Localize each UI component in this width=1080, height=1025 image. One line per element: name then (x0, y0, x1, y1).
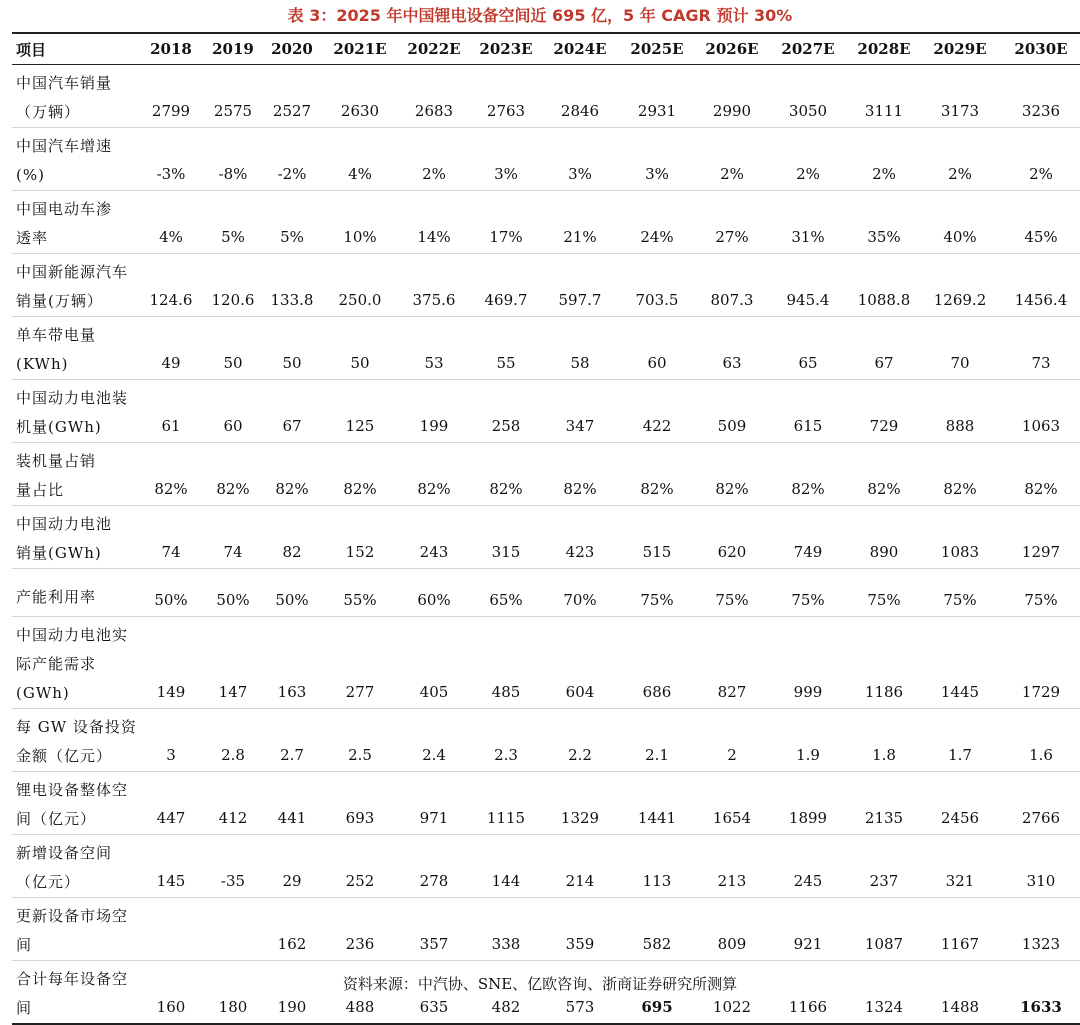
table-cell: 2% (920, 128, 1000, 191)
table-cell: 1488 (920, 961, 1000, 1025)
table-cell: 82% (542, 443, 618, 506)
table-cell: 749 (768, 506, 848, 569)
table-cell: 5% (204, 191, 262, 254)
table-cell: 74 (204, 506, 262, 569)
table-cell: 604 (542, 617, 618, 709)
table-cell: 729 (848, 380, 920, 443)
table-cell: 2% (696, 128, 768, 191)
table-cell: 82% (204, 443, 262, 506)
table-cell: 3% (542, 128, 618, 191)
table-cell: 686 (618, 617, 696, 709)
table-cell: 3111 (848, 65, 920, 128)
table-cell: 40% (920, 191, 1000, 254)
table-cell: 237 (848, 835, 920, 898)
table-cell: 82% (322, 443, 398, 506)
source-note: 资料来源：中汽协、SNE、亿欧咨询、浙商证券研究所测算 (342, 975, 738, 993)
table-cell: 60 (204, 380, 262, 443)
table-cell: 2% (398, 128, 470, 191)
table-cell: 252 (322, 835, 398, 898)
table-cell: 82% (138, 443, 204, 506)
table-cell: 120.6 (204, 254, 262, 317)
table-cell: 82% (470, 443, 542, 506)
table-cell: 125 (322, 380, 398, 443)
table-cell: 75% (920, 569, 1000, 617)
table-cell: 180 (204, 961, 262, 1025)
table-cell: 50% (262, 569, 322, 617)
table-cell: 67 (262, 380, 322, 443)
table-cell: 1899 (768, 772, 848, 835)
table-cell: 75% (768, 569, 848, 617)
table-cell: 3 (138, 709, 204, 772)
header-year: 2020 (262, 33, 322, 65)
row-label: 中国动力电池实 际产能需求 (GWh) (12, 617, 138, 709)
table-cell: 5% (262, 191, 322, 254)
table-cell (204, 898, 262, 961)
table-row (12, 254, 1080, 317)
table-cell: 14% (398, 191, 470, 254)
table-cell: 2% (848, 128, 920, 191)
table-cell: 1.7 (920, 709, 1000, 772)
header-year: 2030E (1000, 33, 1080, 65)
row-label: 中国动力电池装 机量(GWh) (12, 380, 138, 443)
table-cell: 243 (398, 506, 470, 569)
table-cell: 152 (322, 506, 398, 569)
table-cell: 3173 (920, 65, 1000, 128)
table-cell: 17% (470, 191, 542, 254)
table-cell: 573 (542, 961, 618, 1025)
table-cell: 75% (618, 569, 696, 617)
table-cell: 999 (768, 617, 848, 709)
row-label: 合计每年设备空 间 (12, 961, 138, 1025)
table-cell: 1083 (920, 506, 1000, 569)
table-cell: 693 (322, 772, 398, 835)
row-label: 产能利用率 (12, 569, 138, 617)
row-label: 每 GW 设备投资 金额（亿元） (12, 709, 138, 772)
table-cell: 2766 (1000, 772, 1080, 835)
table-cell: 21% (542, 191, 618, 254)
table-cell: 147 (204, 617, 262, 709)
table-cell: 2.7 (262, 709, 322, 772)
table-cell: 615 (768, 380, 848, 443)
table-cell: 163 (262, 617, 322, 709)
table-cell: 50 (204, 317, 262, 380)
table-cell: 412 (204, 772, 262, 835)
table-cell: 70% (542, 569, 618, 617)
table-cell: 1186 (848, 617, 920, 709)
table-cell: 60 (618, 317, 696, 380)
table-cell (138, 898, 204, 961)
table-cell: 357 (398, 898, 470, 961)
table-cell: 2683 (398, 65, 470, 128)
table-row (12, 709, 1080, 772)
table-cell: -3% (138, 128, 204, 191)
table-cell: 1.8 (848, 709, 920, 772)
table-row (12, 380, 1080, 443)
table-cell: 1063 (1000, 380, 1080, 443)
row-label: 中国汽车增速 (%) (12, 128, 138, 191)
table-cell: 359 (542, 898, 618, 961)
table-cell: 245 (768, 835, 848, 898)
table-cell: 258 (470, 380, 542, 443)
table-cell: 1297 (1000, 506, 1080, 569)
table-cell: 82% (848, 443, 920, 506)
table-cell: 82% (696, 443, 768, 506)
table-cell: 375.6 (398, 254, 470, 317)
table-cell: 1329 (542, 772, 618, 835)
row-label: 中国新能源汽车 销量(万辆） (12, 254, 138, 317)
table-cell: 1167 (920, 898, 1000, 961)
table-cell: 63 (696, 317, 768, 380)
table-cell: 213 (696, 835, 768, 898)
table-cell: 58 (542, 317, 618, 380)
table-cell: 2763 (470, 65, 542, 128)
table-cell: 2630 (322, 65, 398, 128)
table-cell: 60% (398, 569, 470, 617)
table-cell: 405 (398, 617, 470, 709)
table-row (12, 898, 1080, 961)
table-cell: 2.8 (204, 709, 262, 772)
header-year: 2027E (768, 33, 848, 65)
table-cell: 1324 (848, 961, 920, 1025)
row-label: 更新设备市场空 间 (12, 898, 138, 961)
table-cell: 24% (618, 191, 696, 254)
table-cell: 149 (138, 617, 204, 709)
table-cell: 2135 (848, 772, 920, 835)
table-cell: 82% (262, 443, 322, 506)
table-cell: 49 (138, 317, 204, 380)
table-cell: 2% (768, 128, 848, 191)
table-cell: 509 (696, 380, 768, 443)
table-cell: 113 (618, 835, 696, 898)
table-cell: 236 (322, 898, 398, 961)
table-cell: 31% (768, 191, 848, 254)
header-year: 2022E (398, 33, 470, 65)
table-cell: 55% (322, 569, 398, 617)
header-row (12, 33, 1080, 65)
table-row (12, 128, 1080, 191)
table-cell: 145 (138, 835, 204, 898)
table-row (12, 772, 1080, 835)
table-cell: 50 (322, 317, 398, 380)
table-cell: 469.7 (470, 254, 542, 317)
table-cell: 2 (696, 709, 768, 772)
row-label: 中国汽车销量 （万辆） (12, 65, 138, 128)
table-cell: 82% (398, 443, 470, 506)
table-cell: 582 (618, 898, 696, 961)
table-cell: 888 (920, 380, 1000, 443)
table-row (12, 617, 1080, 709)
table-cell: 190 (262, 961, 322, 1025)
row-label: 中国动力电池 销量(GWh) (12, 506, 138, 569)
table-cell: 67 (848, 317, 920, 380)
table-cell: 1115 (470, 772, 542, 835)
table-cell: 4% (138, 191, 204, 254)
table-cell: 2527 (262, 65, 322, 128)
table-cell: 65 (768, 317, 848, 380)
row-label: 单车带电量 (KWh) (12, 317, 138, 380)
table-cell: 1441 (618, 772, 696, 835)
table-cell: -35 (204, 835, 262, 898)
table-cell: 160 (138, 961, 204, 1025)
table-cell: 144 (470, 835, 542, 898)
table-cell: 2% (1000, 128, 1080, 191)
table-cell: 45% (1000, 191, 1080, 254)
table-cell: 2.5 (322, 709, 398, 772)
table-cell: 10% (322, 191, 398, 254)
table-cell: 82 (262, 506, 322, 569)
table-cell: 315 (470, 506, 542, 569)
table-cell: 3% (470, 128, 542, 191)
table-row (12, 191, 1080, 254)
table-cell: 1166 (768, 961, 848, 1025)
table-cell: 807.3 (696, 254, 768, 317)
table-cell: 1.9 (768, 709, 848, 772)
table-cell: 422 (618, 380, 696, 443)
table-cell: 61 (138, 380, 204, 443)
table-cell: 2.4 (398, 709, 470, 772)
table-cell: 3% (618, 128, 696, 191)
table-cell: 2846 (542, 65, 618, 128)
table-cell: 82% (618, 443, 696, 506)
data-table (12, 32, 1080, 1025)
table-cell: 2456 (920, 772, 1000, 835)
table-cell: 70 (920, 317, 1000, 380)
table-cell: 4% (322, 128, 398, 191)
row-label: 装机量占销 量占比 (12, 443, 138, 506)
table-cell: 2.3 (470, 709, 542, 772)
table-cell: 50% (138, 569, 204, 617)
table-cell: 35% (848, 191, 920, 254)
table-cell: 74 (138, 506, 204, 569)
table-cell: 82% (1000, 443, 1080, 506)
table-title: 表 3：2025 年中国锂电设备空间近 695 亿，5 年 CAGR 预计 30% (287, 6, 793, 25)
table-cell: 441 (262, 772, 322, 835)
table-cell: 809 (696, 898, 768, 961)
table-cell: 29 (262, 835, 322, 898)
table-cell: 277 (322, 617, 398, 709)
row-label: 锂电设备整体空 间（亿元） (12, 772, 138, 835)
table-cell: 890 (848, 506, 920, 569)
table-row (12, 65, 1080, 128)
table-cell: 2575 (204, 65, 262, 128)
table-cell: 55 (470, 317, 542, 380)
table-cell: 1633 (1000, 961, 1080, 1025)
table-cell: 27% (696, 191, 768, 254)
table-cell: 310 (1000, 835, 1080, 898)
table-cell: 50% (204, 569, 262, 617)
table-cell: 620 (696, 506, 768, 569)
table-cell: 827 (696, 617, 768, 709)
table-cell: 1269.2 (920, 254, 1000, 317)
table-cell: 971 (398, 772, 470, 835)
table-cell: 945.4 (768, 254, 848, 317)
header-year: 2023E (470, 33, 542, 65)
table-body (12, 65, 1080, 1025)
table-cell: 133.8 (262, 254, 322, 317)
header-year: 2025E (618, 33, 696, 65)
table-cell: 703.5 (618, 254, 696, 317)
table-row (12, 569, 1080, 617)
table-cell: 214 (542, 835, 618, 898)
header-item: 项目 (12, 33, 138, 65)
table-cell: 250.0 (322, 254, 398, 317)
table-cell: 515 (618, 506, 696, 569)
table-row (12, 317, 1080, 380)
table-cell: 75% (848, 569, 920, 617)
table-cell: 1456.4 (1000, 254, 1080, 317)
table-cell: -8% (204, 128, 262, 191)
table-cell: 2990 (696, 65, 768, 128)
table-cell: 53 (398, 317, 470, 380)
table-cell: 1445 (920, 617, 1000, 709)
table-cell: 2.2 (542, 709, 618, 772)
table-cell: 423 (542, 506, 618, 569)
table-cell: 50 (262, 317, 322, 380)
table-cell: 321 (920, 835, 1000, 898)
header-year: 2021E (322, 33, 398, 65)
row-label: 中国电动车渗 透率 (12, 191, 138, 254)
table-cell: 124.6 (138, 254, 204, 317)
header-year: 2028E (848, 33, 920, 65)
table-cell: 485 (470, 617, 542, 709)
table-cell: 2931 (618, 65, 696, 128)
header-year: 2018 (138, 33, 204, 65)
table-cell: 278 (398, 835, 470, 898)
header-year: 2024E (542, 33, 618, 65)
header-year: 2029E (920, 33, 1000, 65)
table-cell: 488 (322, 961, 398, 1025)
table-row (12, 835, 1080, 898)
table-cell: 635 (398, 961, 470, 1025)
table-cell: 1087 (848, 898, 920, 961)
table-cell: 1729 (1000, 617, 1080, 709)
table-cell: 447 (138, 772, 204, 835)
row-label: 新增设备空间 （亿元） (12, 835, 138, 898)
table-cell: 82% (768, 443, 848, 506)
table-row (12, 506, 1080, 569)
table-cell: 347 (542, 380, 618, 443)
table-cell: 1.6 (1000, 709, 1080, 772)
table-cell: 597.7 (542, 254, 618, 317)
table-cell: 3050 (768, 65, 848, 128)
table-cell: 2799 (138, 65, 204, 128)
table-cell: 1088.8 (848, 254, 920, 317)
table-cell: 199 (398, 380, 470, 443)
table-cell: 82% (920, 443, 1000, 506)
table-cell: 921 (768, 898, 848, 961)
table-cell: 75% (696, 569, 768, 617)
table-cell: 162 (262, 898, 322, 961)
table-cell: 482 (470, 961, 542, 1025)
table-row (12, 443, 1080, 506)
table-cell: 2.1 (618, 709, 696, 772)
table-cell: 3236 (1000, 65, 1080, 128)
table-cell: 75% (1000, 569, 1080, 617)
table-cell: 695 (618, 961, 696, 1025)
table-cell: 73 (1000, 317, 1080, 380)
header-year: 2019 (204, 33, 262, 65)
table-cell: 1323 (1000, 898, 1080, 961)
header-year: 2026E (696, 33, 768, 65)
table-cell: 338 (470, 898, 542, 961)
table-cell: -2% (262, 128, 322, 191)
table-cell: 1022 (696, 961, 768, 1025)
table-cell: 1654 (696, 772, 768, 835)
table-cell: 65% (470, 569, 542, 617)
